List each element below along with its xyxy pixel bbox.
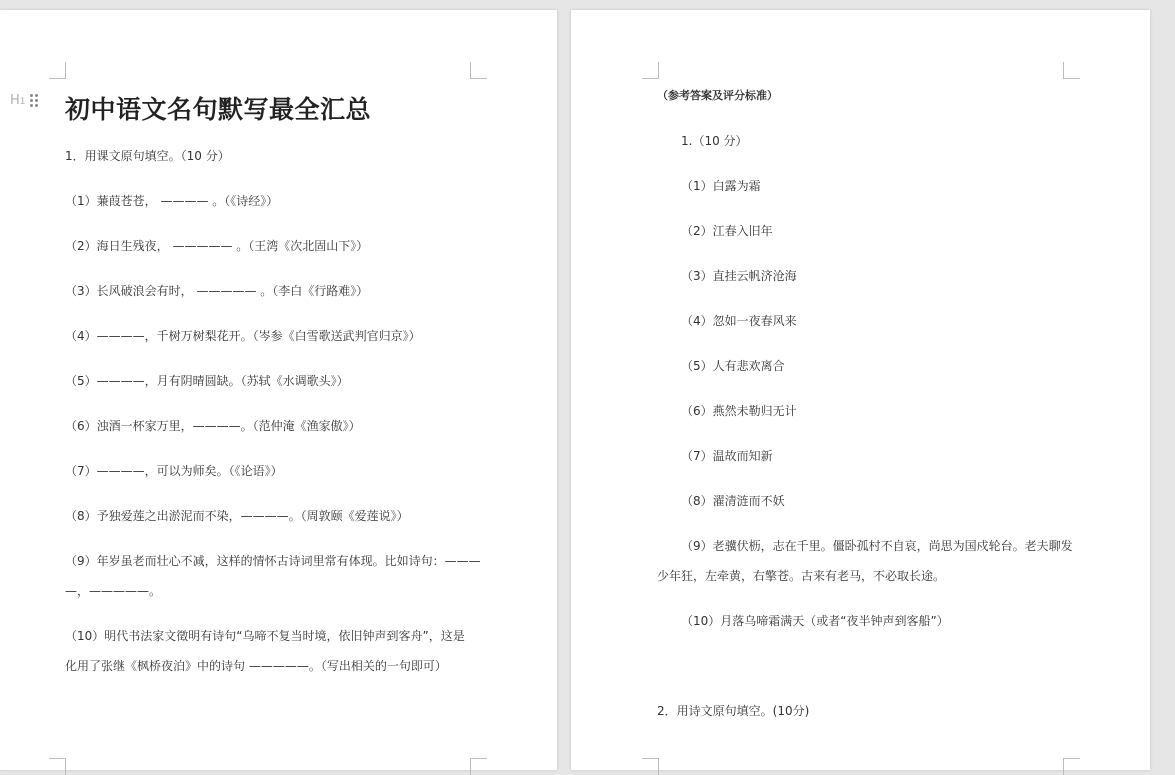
drag-handle-icon[interactable] xyxy=(30,94,40,108)
margin-corner-top-right xyxy=(470,62,487,79)
question-9-line2: —，—————。 xyxy=(65,584,162,598)
answer-9-line1: （9）老骥伏枥，志在千里。僵卧孤村不自哀，尚思为国戍轮台。老夫聊发 xyxy=(681,539,1073,553)
answer-header: （参考答案及评分标准） xyxy=(657,89,778,102)
margin-corner-bottom-left xyxy=(642,758,659,775)
heading-marker-level: 1 xyxy=(19,97,26,107)
answer-2: （2）江春入旧年 xyxy=(681,224,773,238)
margin-corner-top-left xyxy=(49,62,66,79)
margin-corner-top-right xyxy=(1063,62,1080,79)
question-10-line1: （10）明代书法家文徵明有诗句“乌啼不复当时境，依旧钟声到客舟”，这是 xyxy=(65,629,465,643)
question-8: （8）予独爱莲之出淤泥而不染，————。（周敦颐《爱莲说》） xyxy=(65,509,409,523)
question-2: （2）海日生残夜， ————— 。（王湾《次北固山下》） xyxy=(65,239,369,253)
document-title: 初中语文名句默写最全汇总 xyxy=(65,95,372,124)
question-10-line2: 化用了张继《枫桥夜泊》中的诗句 —————。（写出相关的一句即可） xyxy=(65,659,447,673)
answer-5: （5）人有悲欢离合 xyxy=(681,359,785,373)
question-6: （6）浊酒一杯家万里，————。（范仲淹《渔家傲》） xyxy=(65,419,361,433)
section1-intro: 1．用课文原句填空。（10 分） xyxy=(65,149,230,163)
answer-3: （3）直挂云帆济沧海 xyxy=(681,269,797,283)
heading-level-marker xyxy=(10,93,26,108)
document-page-right xyxy=(571,10,1150,770)
question-4: （4）————，千树万树梨花开。（岑参《白雪歌送武判官归京》） xyxy=(65,329,421,343)
answer-6: （6）燕然未勒归无计 xyxy=(681,404,797,418)
margin-corner-bottom-left xyxy=(49,758,66,775)
answer-8: （8）濯清涟而不妖 xyxy=(681,494,785,508)
answer-7: （7）温故而知新 xyxy=(681,449,773,463)
margin-corner-bottom-right xyxy=(470,758,487,775)
question-7: （7）————，可以为师矣。（《论语》） xyxy=(65,464,283,478)
margin-corner-top-left xyxy=(642,62,659,79)
document-page-left xyxy=(0,10,557,770)
answer-1: （1）白露为霜 xyxy=(681,179,761,193)
question-9-line1: （9）年岁虽老而壮心不减，这样的情怀古诗词里常有体现。比如诗句：——— xyxy=(65,554,481,568)
question-1: （1）蒹葭苍苍， ———— 。（《诗经》） xyxy=(65,194,279,208)
question-3: （3）长风破浪会有时， ————— 。（李白《行路难》） xyxy=(65,284,369,298)
margin-corner-bottom-right xyxy=(1063,758,1080,775)
question-5: （5）————，月有阴晴圆缺。（苏轼《水调歌头》） xyxy=(65,374,349,388)
answer-9-line2: 少年狂，左牵黄，右擎苍。古来有老马，不必取长途。 xyxy=(657,569,946,583)
answer-4: （4）忽如一夜春风来 xyxy=(681,314,797,328)
answer-section1-title: 1.（10 分） xyxy=(681,134,748,148)
section2-intro: 2．用诗文原句填空。(10分) xyxy=(657,704,810,718)
answer-10: （10）月落乌啼霜满天（或者“夜半钟声到客船”） xyxy=(681,614,949,628)
heading-marker-letter: H xyxy=(10,93,20,108)
